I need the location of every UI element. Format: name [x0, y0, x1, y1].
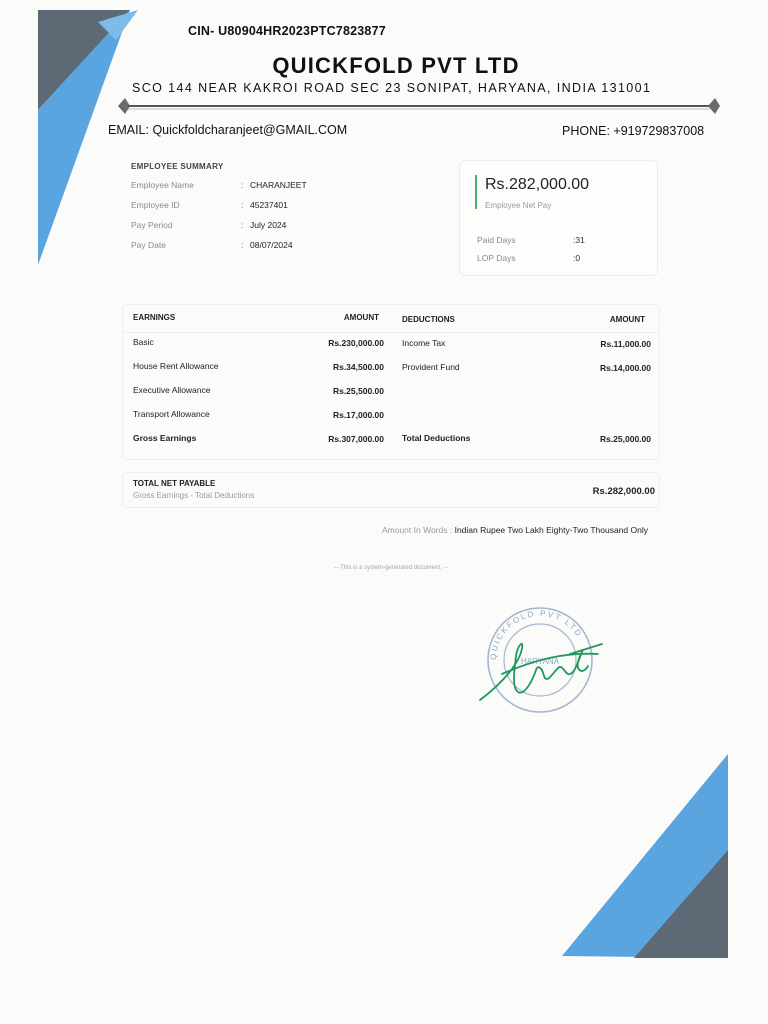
summary-label: Employee Name — [131, 180, 194, 190]
net-pay-label: Employee Net Pay — [485, 201, 552, 210]
deduction-label: Provident Fund — [402, 362, 460, 372]
summary-value: 45237401 — [250, 200, 288, 210]
deduction-label: Income Tax — [402, 338, 446, 348]
days-label: LOP Days — [477, 253, 516, 263]
stamp-center-text: HARYANA — [521, 657, 559, 666]
system-generated-note: -- This is a system-generated document. -- — [334, 565, 448, 571]
deductions-header: DEDUCTIONS — [402, 315, 455, 324]
earnings-amount-header: AMOUNT — [343, 313, 379, 322]
company-stamp-signature — [474, 604, 610, 720]
summary-value: July 2024 — [250, 220, 287, 230]
company-email: EMAIL: Quickfoldcharanjeet@GMAIL.COM — [108, 123, 348, 137]
summary-label: Employee ID — [131, 200, 180, 210]
earning-amount: Rs.230,000.00 — [328, 338, 384, 348]
days-label: Paid Days — [477, 235, 516, 245]
gross-earnings-amount: Rs.307,000.00 — [328, 434, 384, 444]
earning-label: Executive Allowance — [133, 385, 211, 395]
corner-decoration-top-left — [38, 10, 138, 266]
table-header-divider — [123, 332, 659, 333]
summary-colon: : — [241, 200, 244, 210]
stamp-ring-text: QUICKFOLD PVT LTD — [488, 608, 585, 661]
summary-colon: : — [241, 220, 244, 230]
deduction-amount: Rs.11,000.00 — [600, 339, 651, 349]
cin-number: CIN- U80904HR2023PTC7823877 — [188, 24, 386, 38]
earning-amount: Rs.25,500.00 — [332, 386, 384, 396]
summary-label: Pay Date — [131, 240, 166, 250]
total-net-payable-card — [122, 472, 660, 508]
amount-in-words — [0, 525, 648, 535]
net-pay-amount: Rs.282,000.00 — [485, 176, 590, 193]
deductions-amount-header: AMOUNT — [609, 315, 645, 324]
earning-label: House Rent Allowance — [133, 361, 219, 371]
summary-value: 08/07/2024 — [250, 240, 293, 250]
summary-value: CHARANJEET — [250, 180, 307, 190]
earning-amount: Rs.17,000.00 — [332, 410, 384, 420]
earnings-deductions-table — [122, 304, 660, 460]
summary-colon: : — [241, 180, 244, 190]
net-pay-accent-bar — [475, 175, 477, 209]
company-phone: PHONE: +919729837008 — [562, 124, 705, 138]
amount-in-words-value: Indian Rupee Two Lakh Eighty-Two Thousand Only — [454, 525, 648, 535]
earning-label: Basic — [133, 337, 154, 347]
total-deductions-label: Total Deductions — [402, 433, 471, 443]
header-divider — [118, 96, 722, 116]
earning-amount: Rs.34,500.00 — [332, 362, 384, 372]
divider-right-cap — [708, 98, 720, 114]
earnings-header: EARNINGS — [133, 313, 176, 322]
employee-summary-title: EMPLOYEE SUMMARY — [131, 162, 224, 171]
summary-colon: : — [241, 240, 244, 250]
gross-earnings-label: Gross Earnings — [133, 433, 197, 443]
earning-label: Transport Allowance — [133, 409, 210, 419]
days-value: :0 — [573, 253, 581, 263]
summary-label: Pay Period — [131, 220, 173, 230]
net-pay-card — [459, 160, 658, 276]
total-net-payable-title: TOTAL NET PAYABLE — [133, 479, 216, 488]
corner-decoration-bottom-right — [562, 752, 730, 958]
company-name: QUICKFOLD PVT LTD — [272, 53, 520, 78]
deduction-amount: Rs.14,000.00 — [599, 363, 651, 373]
amount-in-words-label: Amount In Words : — [381, 525, 455, 535]
total-net-payable-amount: Rs.282,000.00 — [592, 486, 655, 497]
company-address: SCO 144 NEAR KAKROI ROAD SEC 23 SONIPAT, HARYANA, INDIA 131001 — [132, 81, 652, 95]
total-net-payable-subtitle: Gross Earnings - Total Deductions — [133, 491, 255, 500]
total-deductions-amount: Rs.25,000.00 — [599, 434, 651, 444]
days-value: :31 — [573, 235, 585, 245]
